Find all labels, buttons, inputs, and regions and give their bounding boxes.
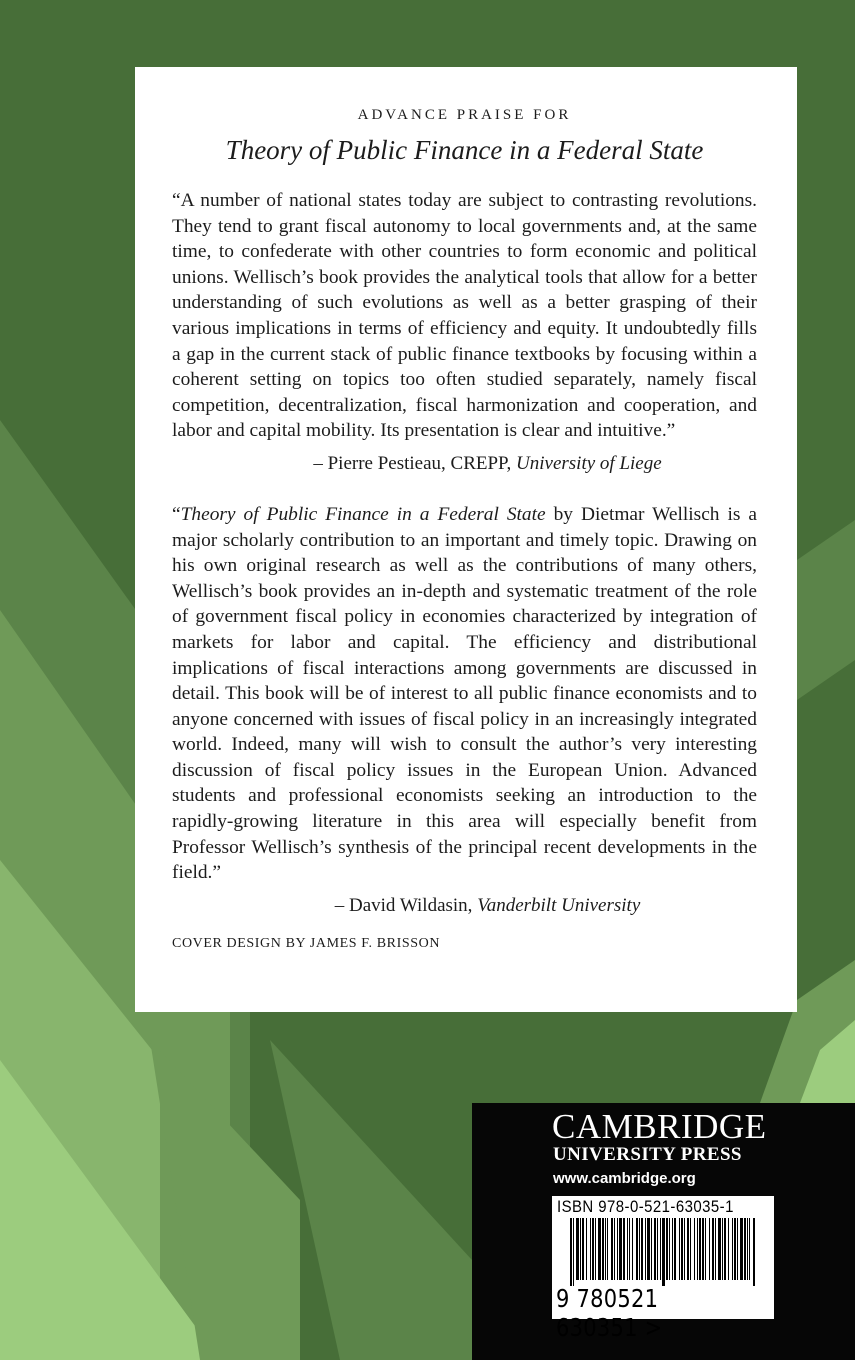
isbn-number: ISBN 978-0-521-63035-1 bbox=[557, 1197, 734, 1216]
barcode-bar bbox=[611, 1218, 613, 1280]
barcode bbox=[552, 1216, 774, 1286]
barcode-bar bbox=[705, 1218, 706, 1280]
attribution-1-name: – Pierre Pestieau, CREPP, bbox=[313, 452, 517, 474]
barcode-bar bbox=[605, 1218, 606, 1280]
quote-2-text: by Dietmar Wellisch is a major scholarly contribution to an important and timely topic. Drawing on his own original research as well as the contributions of many others, Wellisch’s book provides an in-depth and systematic treatment of the role of government fiscal policy in economies characterized by integration of markets for labor and capital. The efficiency and distributional implications of fiscal interactions among governments are discussed in detail. This book will be of interest to all public finance economists and to anyone concerned with issues of fiscal policy in an increasingly integrated world. Indeed, many will wish to consult the author’s very interesting discussion of fiscal policy issues in the European Union. Advanced students and professional economists seeking an introduction to the rapidly-growing literature in this area will especially benefit from Professor Wellisch’s synthesis of the principal recent developments in the field.” bbox=[172, 503, 758, 884]
isbn-barcode-box bbox=[552, 1196, 774, 1342]
praise-panel bbox=[135, 67, 797, 1012]
publisher-name: CAMBRIDGE bbox=[552, 1107, 767, 1146]
barcode-bar bbox=[744, 1218, 746, 1280]
barcode-bar bbox=[641, 1218, 643, 1280]
book-title: Theory of Public Finance in a Federal State bbox=[225, 135, 704, 165]
barcode-bar bbox=[734, 1218, 736, 1280]
barcode-bar bbox=[651, 1218, 652, 1280]
barcode-bar bbox=[592, 1218, 594, 1280]
quote-2-title: Theory of Public Finance in a Federal State bbox=[180, 503, 546, 525]
barcode-bar bbox=[590, 1218, 591, 1280]
barcode-bar bbox=[627, 1218, 628, 1280]
barcode-bar bbox=[684, 1218, 685, 1280]
barcode-bar bbox=[697, 1218, 698, 1280]
barcode-bar bbox=[690, 1218, 691, 1280]
cover-design-credit: COVER DESIGN BY JAMES F. BRISSON bbox=[172, 935, 441, 951]
barcode-bar bbox=[595, 1218, 596, 1280]
barcode-bar bbox=[647, 1218, 650, 1280]
barcode-bar bbox=[607, 1218, 608, 1280]
barcode-bar bbox=[639, 1218, 640, 1280]
barcode-bar bbox=[681, 1218, 683, 1280]
barcode-bar bbox=[657, 1218, 658, 1280]
attribution-1-institution: University of Liege bbox=[516, 452, 662, 474]
barcode-bar bbox=[715, 1218, 716, 1280]
barcode-bar bbox=[672, 1218, 673, 1280]
barcode-bar bbox=[732, 1218, 733, 1280]
publisher-subname: UNIVERSITY PRESS bbox=[553, 1144, 742, 1165]
barcode-bar bbox=[573, 1218, 574, 1286]
barcode-bar bbox=[576, 1218, 579, 1280]
barcode-bar bbox=[679, 1218, 680, 1280]
barcode-bar bbox=[602, 1218, 604, 1280]
barcode-bar bbox=[747, 1218, 748, 1280]
barcode-bar bbox=[570, 1218, 572, 1286]
barcode-bar bbox=[722, 1218, 723, 1280]
barcode-bar bbox=[724, 1218, 726, 1280]
barcode-bar bbox=[586, 1218, 587, 1280]
barcode-bar bbox=[740, 1218, 743, 1280]
praise-quote-2 bbox=[172, 502, 757, 886]
barcode-bar bbox=[712, 1218, 714, 1280]
praise-quote-1: “A number of national states today are subject to contrasting revolutions. They tend to grant fiscal autonomy to local governments and, at the same time, to confederate with other countries to form economic and political unions. Wellisch’s book provides the analytical tools that allow for a better understanding of such evolutions as well as a better grasping of their various implications in terms of efficiency and equity. It undoubtedly fills a gap in the current stack of public finance textbooks by focusing within a coherent setting on topics too often studied separately, namely fiscal competition, decentralization, fiscal harmonization and cooperation, and labor and capital mobility. Its presentation is clear and intuitive.” bbox=[172, 190, 757, 442]
publisher-website: www.cambridge.org bbox=[553, 1170, 696, 1187]
barcode-bar bbox=[662, 1218, 665, 1286]
quote-2-open: “ bbox=[172, 503, 181, 525]
barcode-bar bbox=[669, 1218, 670, 1280]
barcode-bar bbox=[619, 1218, 622, 1280]
barcode-bar bbox=[749, 1218, 750, 1280]
barcode-bar bbox=[580, 1218, 581, 1280]
attribution-2-institution: Vanderbilt University bbox=[477, 894, 641, 916]
barcode-bar bbox=[687, 1218, 689, 1280]
barcode-bar bbox=[617, 1218, 618, 1280]
barcode-bar bbox=[674, 1218, 676, 1280]
barcode-bar bbox=[709, 1218, 710, 1280]
barcode-bar bbox=[737, 1218, 738, 1280]
barcode-bar bbox=[645, 1218, 646, 1280]
barcode-bar bbox=[629, 1218, 630, 1280]
barcode-bar bbox=[598, 1218, 601, 1280]
publisher-imprint bbox=[472, 1103, 855, 1360]
advance-praise-heading: ADVANCE PRAISE FOR bbox=[357, 107, 572, 123]
barcode-bar bbox=[632, 1218, 633, 1280]
barcode-bar bbox=[718, 1218, 721, 1280]
attribution-2-name: – David Wildasin, bbox=[334, 894, 478, 916]
ean-digits: 9 780521 630351 > bbox=[556, 1284, 663, 1342]
barcode-bar bbox=[654, 1218, 656, 1280]
barcode-bar bbox=[614, 1218, 615, 1280]
barcode-bar bbox=[728, 1218, 729, 1280]
barcode-bar bbox=[699, 1218, 701, 1280]
barcode-bar bbox=[636, 1218, 638, 1280]
quote-2-attribution bbox=[172, 894, 757, 918]
barcode-bar bbox=[753, 1218, 755, 1286]
barcode-bar bbox=[694, 1218, 695, 1280]
barcode-bar bbox=[666, 1218, 668, 1280]
quote-1-attribution bbox=[172, 452, 757, 476]
barcode-bar bbox=[623, 1218, 625, 1280]
barcode-bar bbox=[702, 1218, 704, 1280]
barcode-bar bbox=[660, 1218, 661, 1280]
barcode-bar bbox=[582, 1218, 584, 1280]
